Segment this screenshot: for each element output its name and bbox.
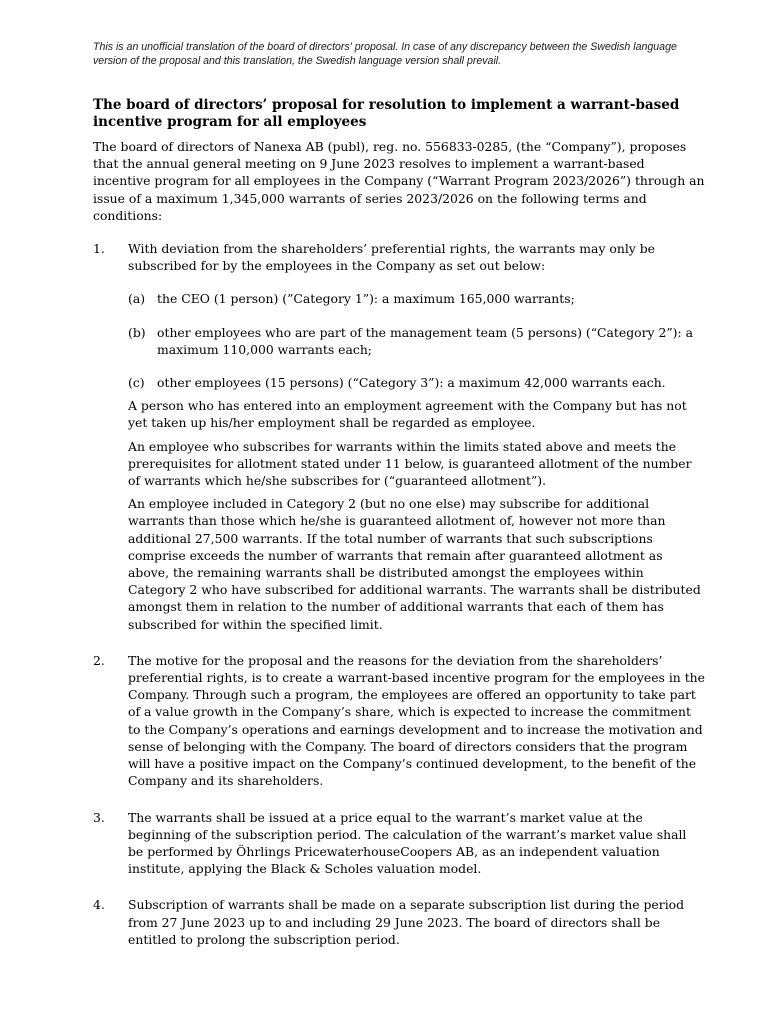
- list-item-2: [93, 652, 705, 790]
- guaranteed-allotment-paragraph: An employee who subscribes for warrants within the limits stated above and meets the prerequisites for allotment stated under 11 below, is guaranteed allotment of the number of warrants which he/she subscribes for (“guaranteed allotment”).: [128, 438, 692, 489]
- item-number: 3.: [93, 809, 105, 825]
- subitem-text: other employees who are part of the management team (5 persons) (“Category 2”): a maximum 110,000 warrants each;: [157, 324, 694, 357]
- document-body: [93, 97, 705, 948]
- item-text: With deviation from the shareholders’ preferential rights, the warrants may only be subscribed for by the employees in the Company as set out below:: [128, 241, 655, 274]
- translation-disclaimer: This is an unofficial translation of the board of directors' proposal. In case of any discrepancy between the Swedish language version of the proposal and this translation, the Swedish language version shall prevail.: [93, 41, 677, 67]
- item-number: 2.: [93, 652, 105, 668]
- item-text: The warrants shall be issued at a price equal to the warrant’s market value at the beginning of the subscription period. The calculation of the warrant’s market value shall be performed by Öhrlings PricewaterhouseCoopers AB, as an independent valuation institute, applying the Black & Scholes valuation model.: [128, 809, 687, 877]
- category-sublist: [128, 290, 705, 391]
- document-title: The board of directors’ proposal for resolution to implement a warrant-based incentive program for all employees: [93, 97, 680, 130]
- subitem-b: [128, 324, 705, 358]
- intro-paragraph: The board of directors of Nanexa AB (publ), reg. no. 556833-0285, (the “Company”), proposes that the annual general meeting on 9 June 2023 resolves to implement a warrant-based incentive program for all employees in the Company (“Warrant Program 2023/2026”) through an issue of a maximum 1,345,000 warrants of series 2023/2026 on the following terms and conditions:: [93, 139, 705, 223]
- subitem-label: (b): [128, 324, 146, 340]
- list-item-1: [93, 240, 705, 633]
- item-number: 1.: [93, 241, 105, 257]
- employee-definition-paragraph: A person who has entered into an employment agreement with the Company but has not yet taken up his/her employment shall be regarded as employee.: [128, 398, 687, 431]
- item-number: 4.: [93, 897, 105, 913]
- subitem-c: [128, 374, 705, 391]
- item-text: The motive for the proposal and the reasons for the deviation from the shareholders’ preferential rights, is to create a warrant-based incentive program for the employees in the Company. Through such a program, the employees are offered an opportunity to take part of a value growth in the Company’s share, which is expected to increase the commitment to the Company’s operations and earnings development and to increase the motivation and sense of belonging with the Company. The board of directors considers that the program will have a positive impact on the Company’s continued development, to the benefit of the Company and its shareholders.: [128, 652, 705, 789]
- subitem-text: other employees (15 persons) (“Category 3”): a maximum 42,000 warrants each.: [157, 375, 666, 391]
- list-item-4: [93, 896, 705, 948]
- subitem-a: [128, 290, 705, 307]
- subitem-text: the CEO (1 person) (”Category 1”): a maximum 165,000 warrants;: [157, 291, 575, 307]
- item-text: Subscription of warrants shall be made on a separate subscription list during the period from 27 June 2023 up to and including 29 June 2023. The board of directors shall be entitled to prolong the subscription period.: [128, 897, 685, 947]
- subitem-label: (a): [128, 291, 146, 307]
- list-item-3: [93, 809, 705, 878]
- subitem-label: (c): [128, 375, 145, 391]
- additional-warrants-paragraph: An employee included in Category 2 (but no one else) may subscribe for additional warrants than those which he/she is guaranteed allotment of, however not more than additional 27,500 warrants. If the total number of warrants that such subscriptions comprise exceeds the number of warrants that remain after guaranteed allotment as above, the remaining warrants shall be distributed amongst the employees within Category 2 who have subscribed for additional warrants. The warrants shall be distributed amongst them in relation to the number of additional warrants that each of them has subscribed for within the specified limit.: [128, 496, 701, 632]
